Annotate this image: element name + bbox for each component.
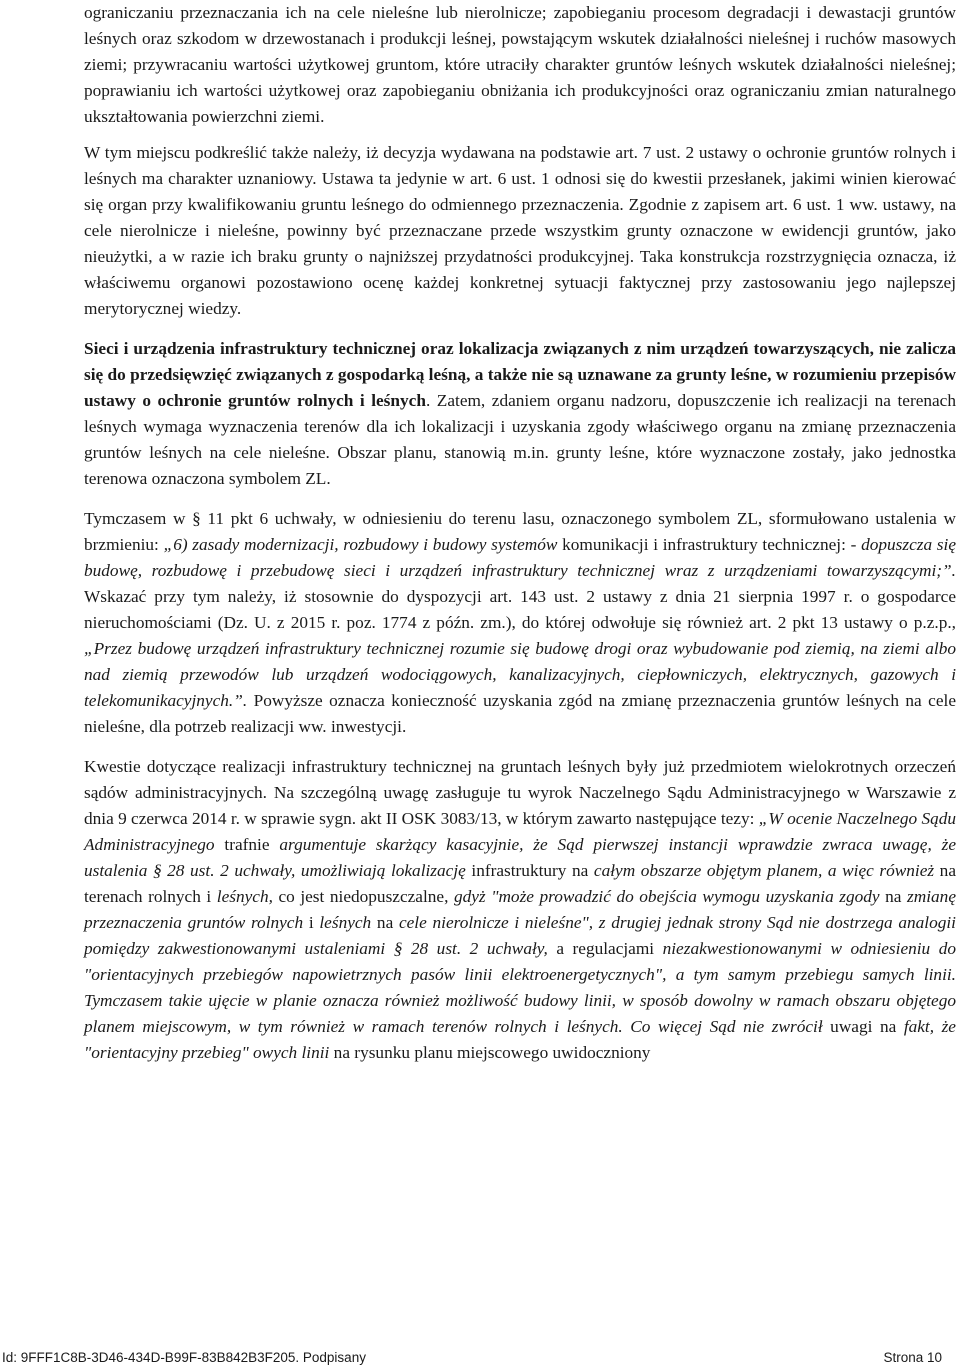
p5-part-t: fakt, że "orientacyjny przebieg" owych linii [84, 1017, 956, 1062]
p5-part-u: na rysunku planu miejscowego uwidoczniony [329, 1043, 651, 1062]
p5-part-b: „W ocenie Naczelnego Sądu Administracyjnego [84, 809, 957, 854]
p5-part-k: na [879, 887, 908, 906]
paragraph-3 [84, 336, 956, 492]
p5-part-o: na [371, 913, 399, 932]
p5-part-r: niezakwestionowanymi w odniesieniu do "orientacyjnych przebiegów napowietrznych pasów linii elektroenergetycznych", a tym samym przebiegu samych linii. Tymczasem takie ujęcie w planie oznacza również możliwość budowy linii, w sposób dowolny w ramach obszaru objętego planem miejscowym, w tym również w ramach terenów rolnych i leśnych. Co więcej Sąd nie zwrócił [84, 939, 957, 1036]
p5-part-n: leśnych [319, 913, 372, 932]
p5-part-p: cele nierolnicze i nieleśne", z drugiej jednak strony Sąd nie dostrzega analogii pomiędzy zakwestionowanymi ustaleniami § 28 ust. 2 uchwały, [84, 913, 956, 958]
paragraph-1-text: ograniczaniu przeznaczania ich na cele nieleśne lub nierolnicze; zapobieganiu procesom degradacji i dewastacji gruntów leśnych oraz szkodom w drzewostanach i produkcji leśnej, powstającym wskutek działalności nieleśnej i ruchów masowych ziemi; przywracaniu wartości użytkowej gruntom, które utraciły charakter gruntów leśnych wskutek działalności nieleśnej; poprawianiu ich wartości użytkowej oraz zapobieganiu obniżania ich produkcyjności oraz ograniczaniu zmian naturalnego ukształtowania powierzchni ziemi. [84, 3, 956, 126]
p5-part-i: co jest niedopuszczalne, [272, 887, 454, 906]
p5-part-f: całym obszarze objętym planem, a więc również [593, 861, 935, 880]
p5-part-d: argumentuje skarżący kasacyjnie, że Sąd pierwszej instancji wprawdzie zwraca uwagę, że ustalenia § 28 ust. 2 uchwały, umożliwiają lokalizację [84, 835, 957, 880]
p5-part-q: a regulacjami [547, 939, 663, 958]
p4-part-f: „Przez budowę urządzeń infrastruktury technicznej rozumie się budowę drogi oraz wybudowanie pod ziemią, na ziemi albo nad ziemią przewodów lub urządzeń wodociągowych, kanalizacyjnych, ciepłowniczych, elektrycznych, gazowych i telekomunikacyjnych.”. [84, 639, 956, 710]
p4-part-a: Tymczasem w § 11 pkt 6 uchwały, w odniesieniu do terenu lasu, oznaczonego symbolem ZL, sformułowano ustalenia w brzmieniu: [84, 509, 956, 554]
p4-part-g: Powyższe oznacza konieczność uzyskania zgód na zmianę przeznaczenia gruntów leśnych na cele nieleśne, dla potrzeb realizacji ww. inwestycji. [84, 691, 956, 736]
p5-part-e: infrastruktury na [465, 861, 594, 880]
p5-part-j: gdyż "może prowadzić do obejścia wymogu uzyskania zgody [453, 887, 880, 906]
p5-part-l: zmianę przeznaczenia gruntów rolnych [84, 887, 956, 932]
paragraph-4 [84, 506, 956, 740]
p5-part-s: uwagi na [822, 1017, 904, 1036]
paragraph-2-text: W tym miejscu podkreślić także należy, iż decyzja wydawana na podstawie art. 7 ust. 2 ustawy o ochronie gruntów rolnych i leśnych ma charakter uznaniowy. Ustawa ta jedynie w art. 6 ust. 1 odnosi się do kwestii przesłanek, jakimi winien kierować się organ przy kwalifikowaniu gruntu leśnego do odmiennego przeznaczenia. Zgodnie z zapisem art. 6 ust. 1 ww. ustawy, na cele nierolnicze i nieleśne, powinny być przeznaczane przede wszystkim grunty oznaczone w ewidencji gruntów, jako nieużytki, a w razie ich braku grunty o najniższej przydatności produkcyjnej. Taka konstrukcja rozstrzygnięcia oznacza, iż właściwemu organowi pozostawiono ocenę każdej konkretnej sytuacji faktycznej przy zastosowaniu jego najlepszej merytorycznej wiedzy. [84, 143, 956, 318]
paragraph-3-text: . Zatem, zdaniem organu nadzoru, dopuszczenie ich realizacji na terenach leśnych wymaga wyznaczenia terenów dla ich lokalizacji i uzyskania zgody właściwego organu na zmianę przeznaczenia gruntów leśnych na cele nieleśne. Obszar planu, stanowią m.in. grunty leśne, które wyznaczone zostały, jako jednostka terenowa oznaczona symbolem ZL. [84, 391, 956, 488]
document-id: Id: 9FFF1C8B-3D46-434D-B99F-83B842B3F205. Podpisany [2, 1350, 366, 1365]
p5-part-m: i [303, 913, 320, 932]
paragraph-3-bold: Sieci i urządzenia infrastruktury technicznej oraz lokalizacja związanych z nim urządzeń towarzyszących, nie zalicza się do przedsięwzięć związanych z gospodarką leśną, a także nie są uznawane za grunty leśne, w rozumieniu przepisów ustawy o ochronie gruntów rolnych i leśnych [84, 339, 956, 410]
page-footer [0, 1350, 960, 1370]
p5-part-h: leśnych, [216, 887, 273, 906]
p4-part-b: „6) zasady modernizacji, rozbudowy i budowy systemów [163, 535, 558, 554]
p4-part-c: komunikacji i infrastruktury technicznej: - [557, 535, 862, 554]
p5-part-a: Kwestie dotyczące realizacji infrastruktury technicznej na gruntach leśnych były już przedmiotem wielokrotnych orzeczeń sądów administracyjnych. Na szczególną uwagę zasługuje tu wyrok Naczelnego Sądu Administracyjnego w Warszawie z dnia 9 czerwca 2014 r. w sprawie sygn. akt II OSK 3083/13, w którym zawarto następujące tezy: [84, 757, 956, 828]
page-number: Strona 10 [883, 1350, 942, 1365]
paragraph-1 [84, 0, 956, 130]
document-body [84, 0, 956, 1066]
p5-part-g: na terenach rolnych i [84, 861, 956, 906]
p4-part-e: Wskazać przy tym należy, iż stosownie do dyspozycji art. 143 ust. 2 ustawy z dnia 21 sierpnia 1997 r. o gospodarce nieruchomościami (Dz. U. z 2015 r. poz. 1774 z późn. zm.), do której odwołuje się również art. 2 pkt 13 ustawy o p.z.p., [84, 587, 956, 632]
p5-part-c: trafnie [214, 835, 280, 854]
paragraph-2 [84, 140, 956, 322]
p4-part-d: dopuszcza się budowę, rozbudowę i przebudowę sieci i urządzeń infrastruktury technicznej wraz z urządzeniami towarzyszącymi;”. [84, 535, 957, 580]
paragraph-5 [84, 754, 956, 1066]
